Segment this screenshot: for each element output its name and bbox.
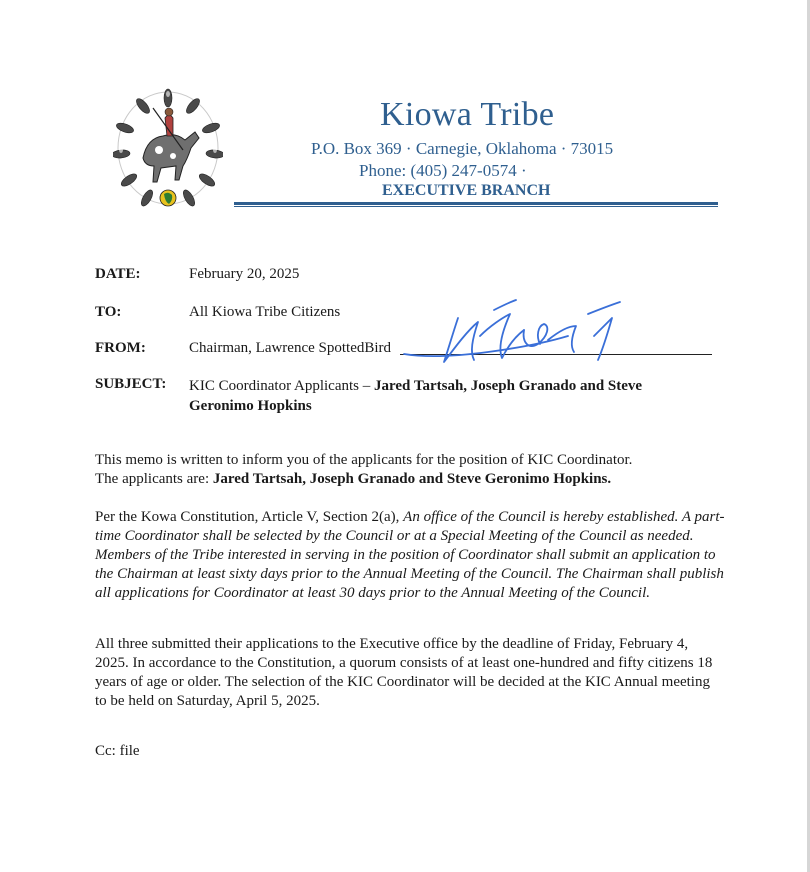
intro-line: This memo is written to inform you of the applicants for the position of KIC Coordinator. (95, 452, 633, 468)
org-phone: Phone: (405) 247-0574 · (359, 161, 527, 180)
intro-paragraph (95, 451, 725, 489)
applicants-line (95, 470, 725, 489)
date-label: DATE: (95, 266, 141, 282)
from-label: FROM: (95, 340, 146, 356)
applicants-prefix: The applicants are: (95, 471, 213, 487)
constitution-citation: Per the Kowa Constitution, Article V, Section 2(a), (95, 509, 404, 525)
date-value: February 20, 2025 (189, 266, 300, 282)
kiowa-seal-logo (113, 88, 223, 212)
deadline-paragraph: All three submitted their applications to the Executive office by the deadline of Friday, February 4, 2025. In accordance to the Constitution, a quorum consists of at least one-hundred and fifty citizens 18 years of age or older. The selection of the KIC Coordinator will be decided at the KIC Annual meeting to be held on Saturday, April 5, 2025. (95, 636, 713, 709)
subject-label: SUBJECT: (95, 376, 167, 392)
to-value: All Kiowa Tribe Citizens (189, 304, 341, 320)
to-label: TO: (95, 304, 122, 320)
chairman-signature (398, 296, 638, 376)
org-address: P.O. Box 369 · Carnegie, Oklahoma · 73015 (311, 139, 614, 158)
applicants-names: Jared Tartsah, Joseph Granado and Steve Geronimo Hopkins. (212, 471, 612, 487)
from-value: Chairman, Lawrence SpottedBird (189, 340, 392, 356)
cc-line: Cc: file (95, 743, 140, 759)
subject-applicants: Jared Tartsah, Joseph Granado and Steve Geronimo Hopkins (189, 378, 643, 414)
constitution-quote: An office of the Council is hereby established. A part-time Coordinator shall be selected by the Council or at a Special Meeting of the Council as needed. Members of the Tribe interested in serving in the position of Coordinator shall submit an application to the Chairman at least sixty days prior to the Annual Meeting of the Council. The Chairman shall publish all applications for Coordinator at least 30 days prior to the Annual Meeting of the Council. (95, 509, 725, 601)
letterhead-rule (234, 202, 718, 205)
constitution-paragraph (95, 508, 725, 603)
org-name: Kiowa Tribe (380, 96, 555, 133)
subject-value (189, 376, 709, 416)
letterhead-rule-thin (234, 206, 718, 207)
org-branch: EXECUTIVE BRANCH (382, 182, 551, 199)
subject-plain: KIC Coordinator Applicants – (189, 378, 374, 394)
